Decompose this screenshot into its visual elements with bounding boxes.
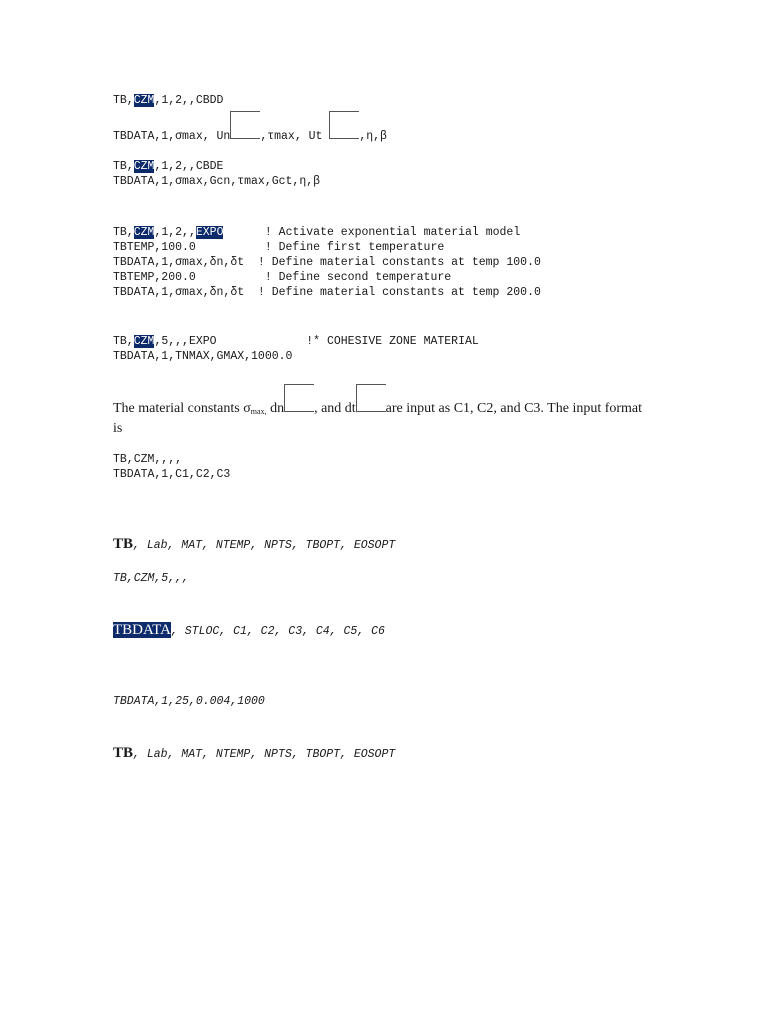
command-args: , Lab, MAT, NTEMP, NPTS, TBOPT, EOSOPT — [133, 539, 396, 552]
tb-example: TB,CZM,5,,, — [113, 572, 189, 585]
tb-command-syntax — [113, 537, 395, 553]
code-text: TB, — [113, 94, 134, 107]
paragraph-text: are input as C1, C2, and C3. The input format is — [113, 401, 643, 436]
code-line-tb-czm-5 — [113, 334, 479, 349]
placeholder-box — [329, 128, 359, 139]
code-text: ,1,2,,CBDD — [154, 94, 224, 107]
code-text: ,η,β — [359, 130, 387, 143]
code-line-tbdata-c1c2c3: TBDATA,1,C1,C2,C3 — [113, 468, 231, 481]
code-line-tbdata-un-ut — [113, 128, 387, 144]
code-line-tb-czm-blank: TB,CZM,,,, — [113, 453, 183, 466]
code-text: ,1,2,,CBDE — [154, 160, 224, 173]
code-text: TB, — [113, 160, 134, 173]
placeholder-box — [356, 401, 386, 412]
command-args: , Lab, MAT, NTEMP, NPTS, TBOPT, EOSOPT — [133, 748, 396, 761]
command-name: TB — [113, 536, 134, 552]
code-text: TBDATA,1,σmax, Un — [113, 130, 231, 143]
subscript-max: max, — [250, 407, 267, 416]
code-line-tbdata-tnmax: TBDATA,1,TNMAX,GMAX,1000.0 — [113, 350, 293, 363]
code-text: TB, — [113, 226, 134, 239]
code-text: ,5,,,EXPO !* COHESIVE ZONE MATERIAL — [154, 335, 479, 348]
highlight-expo: EXPO — [195, 226, 224, 239]
code-line-tbtemp-200: TBTEMP,200.0 ! Define second temperature — [113, 271, 452, 284]
command-args: , STLOC, C1, C2, C3, C4, C5, C6 — [170, 625, 385, 638]
code-text: ,τmax, Ut — [260, 130, 330, 143]
tbdata-example: TBDATA,1,25,0.004,1000 — [113, 695, 265, 708]
tb-command-syntax-2 — [113, 746, 395, 762]
code-line-tbdata-temp-200: TBDATA,1,σmax,δn,δt ! Define material constants at temp 200.0 — [113, 286, 541, 299]
highlight-czm: CZM — [133, 335, 155, 348]
highlight-czm: CZM — [133, 94, 155, 107]
tbdata-command-syntax — [113, 623, 385, 639]
code-line-tb-cbdd — [113, 93, 223, 108]
code-line-tb-expo — [113, 225, 520, 240]
placeholder-box — [284, 401, 314, 412]
paragraph-text: dn — [266, 401, 285, 416]
highlight-czm: CZM — [133, 226, 155, 239]
code-text: ,1,2,, — [154, 226, 196, 239]
command-name-highlighted: TBDATA — [113, 622, 171, 638]
command-name: TB — [113, 745, 134, 761]
code-text: TB, — [113, 335, 134, 348]
placeholder-box — [230, 128, 260, 139]
code-line-tbtemp-100: TBTEMP,100.0 ! Define first temperature — [113, 241, 445, 254]
paragraph-text: The material constants σ — [113, 401, 251, 416]
code-line-tb-cbde — [113, 159, 223, 174]
code-line-tbdata-temp-100: TBDATA,1,σmax,δn,δt ! Define material constants at temp 100.0 — [113, 256, 541, 269]
code-text: ! Activate exponential material model — [223, 226, 521, 239]
code-line-tbdata-gcn: TBDATA,1,σmax,Gcn,τmax,Gct,η,β — [113, 175, 321, 188]
highlight-czm: CZM — [133, 160, 155, 173]
paragraph-text: , and dt — [314, 401, 356, 416]
material-constants-paragraph — [113, 400, 653, 437]
